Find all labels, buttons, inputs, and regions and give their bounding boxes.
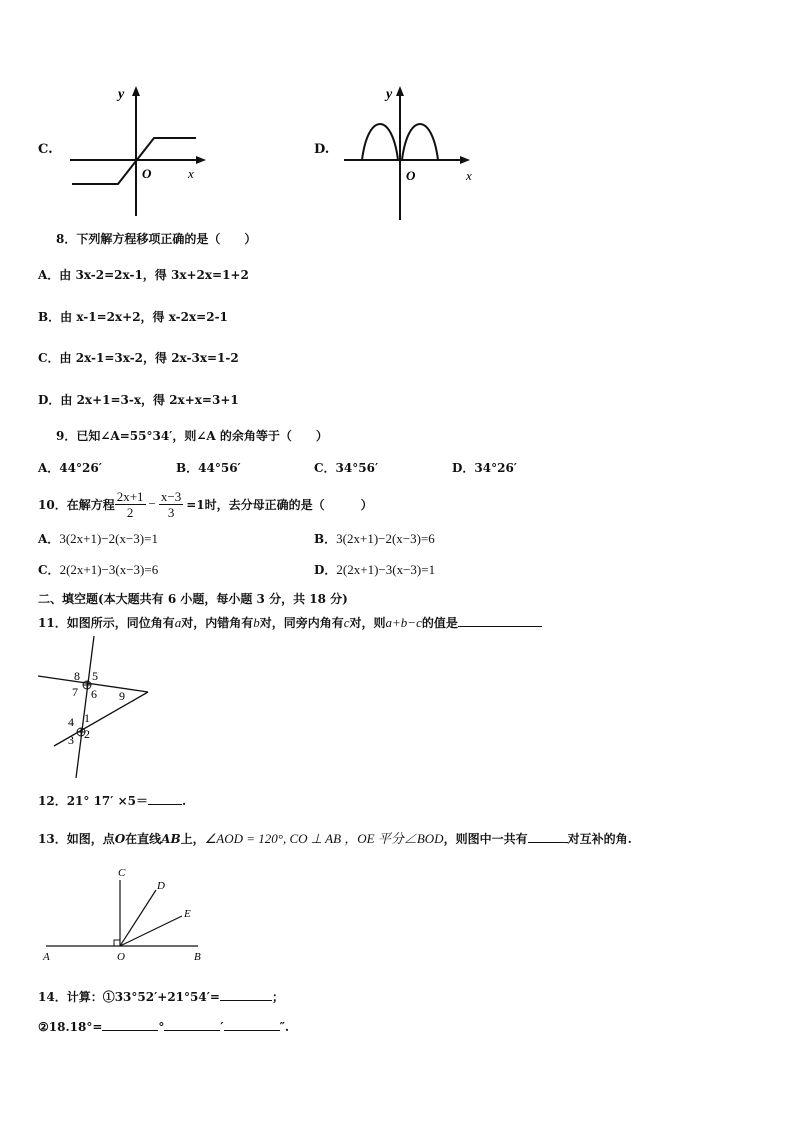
q10-d-label: D． bbox=[314, 563, 337, 577]
q9-option-c: C．34°56′ bbox=[314, 461, 379, 475]
q10-fraction-2 bbox=[159, 489, 183, 520]
q10-frac2-den: 3 bbox=[167, 504, 175, 520]
graph-d-y: y bbox=[386, 87, 393, 102]
option-d-label: D. bbox=[314, 142, 330, 157]
angle-label-8: 8 bbox=[74, 669, 80, 683]
q10-a-label: A． bbox=[38, 532, 60, 546]
q8-option-d: D．由 2x+1=3-x，得 2x+x=3+1 bbox=[38, 393, 239, 407]
q14-deg-symbol: ° bbox=[158, 1020, 165, 1034]
graph-d-o: O bbox=[406, 168, 416, 183]
fig13-a: A bbox=[43, 951, 50, 963]
section-2-title: 二、填空题(本大题共有 6 小题，每小题 3 分，共 18 分) bbox=[38, 592, 348, 606]
q10-d-expr: 2(2x+1)−3(x−3)=1 bbox=[336, 562, 436, 577]
q9-stem: 9．已知∠A=55°34′，则∠A 的余角等于（ ） bbox=[56, 429, 328, 443]
q14-answer-blank-sec[interactable] bbox=[224, 1018, 280, 1031]
q10-b-label: B． bbox=[314, 532, 337, 546]
q13-figure bbox=[36, 862, 216, 968]
angle-label-7: 7 bbox=[72, 685, 78, 699]
q10-frac1-num: 2x+1 bbox=[116, 488, 144, 504]
q11-stem-a: 11．如图所示，同位角有 bbox=[38, 616, 175, 630]
graph-c-y: y bbox=[118, 87, 125, 102]
graph-c bbox=[66, 82, 206, 222]
q10-c-expr: 2(2x+1)−3(x−3)=6 bbox=[59, 562, 159, 577]
q12-end: . bbox=[182, 794, 187, 808]
q14-answer-blank-1[interactable] bbox=[220, 988, 272, 1001]
q10-suffix: =1时，去分母正确的是（ ） bbox=[186, 497, 373, 512]
q9-option-d: D．34°26′ bbox=[452, 461, 517, 475]
q11-stem-b: 对，内错角有 bbox=[181, 616, 254, 630]
option-c-label: C. bbox=[38, 142, 53, 157]
q10-option-d bbox=[314, 561, 435, 578]
q8-option-a: A．由 3x-2=2x-1，得 3x+2x=1+2 bbox=[38, 268, 249, 282]
q13-mid2: 上， bbox=[180, 832, 205, 846]
q11-expr: a+b−c bbox=[385, 615, 422, 630]
q10-minus: − bbox=[148, 496, 156, 511]
q12-answer-blank[interactable] bbox=[148, 792, 182, 805]
q13-post: ，则图中一共有 bbox=[443, 832, 528, 846]
angle-label-5: 5 bbox=[92, 669, 98, 683]
angle-label-6: 6 bbox=[91, 687, 97, 701]
q13-pre: 13．如图，点 bbox=[38, 832, 115, 846]
q14-min-symbol: ′ bbox=[220, 1020, 224, 1034]
fig13-c: C bbox=[118, 867, 126, 879]
q9-option-a: A．44°26′ bbox=[38, 461, 102, 475]
q14-line1-end: ； bbox=[271, 990, 284, 1004]
q11-stem-c: 对，同旁内角有 bbox=[259, 616, 344, 630]
q14-line2 bbox=[38, 1018, 289, 1034]
q13-mid1: 在直线 bbox=[125, 832, 162, 846]
q14-line2-pre: ②18.18°= bbox=[38, 1020, 103, 1034]
q10-frac2-num: x−3 bbox=[160, 488, 182, 504]
q11-var-c: c bbox=[343, 615, 350, 630]
q12-stem bbox=[38, 792, 186, 809]
fig13-o: O bbox=[117, 951, 125, 963]
fig13-b: B bbox=[194, 951, 201, 963]
angle-label-3: 3 bbox=[68, 733, 74, 747]
q12-text: 12．21° 17′ ×5＝ bbox=[38, 794, 149, 808]
q8-stem: 8．下列解方程移项正确的是（ ） bbox=[56, 232, 257, 246]
q13-answer-blank[interactable] bbox=[528, 830, 568, 843]
q8-option-b: B．由 x-1=2x+2，得 x-2x=2-1 bbox=[38, 310, 228, 324]
q14-line1-text: 14．计算：①33°52′+21°54′= bbox=[38, 990, 220, 1004]
graph-c-x: x bbox=[188, 166, 194, 181]
q10-c-label: C． bbox=[38, 563, 60, 577]
angle-label-2: 2 bbox=[84, 727, 90, 741]
q10-prefix: 10．在解方程 bbox=[38, 497, 115, 512]
fig13-e: E bbox=[184, 908, 191, 920]
q11-answer-blank[interactable] bbox=[458, 614, 542, 627]
q11-stem bbox=[38, 614, 542, 631]
q9-option-b: B．44°56′ bbox=[176, 461, 241, 475]
q10-option-c bbox=[38, 561, 158, 578]
graph-d bbox=[342, 82, 478, 222]
q14-answer-blank-deg[interactable] bbox=[102, 1018, 158, 1031]
q10-option-a bbox=[38, 530, 158, 547]
q10-b-expr: 3(2x+1)−2(x−3)=6 bbox=[336, 531, 435, 546]
q11-var-b: b bbox=[253, 615, 260, 630]
q14-sec-symbol: ″. bbox=[279, 1020, 290, 1034]
angle-label-4: 4 bbox=[68, 715, 74, 729]
q10-a-expr: 3(2x+1)−2(x−3)=1 bbox=[59, 531, 158, 546]
angle-label-9: 9 bbox=[119, 689, 125, 703]
q13-line-ab: AB bbox=[161, 832, 181, 846]
graph-c-o: O bbox=[142, 166, 152, 181]
q14-answer-blank-min[interactable] bbox=[164, 1018, 220, 1031]
q10-frac1-den: 2 bbox=[126, 504, 134, 520]
q14-line1 bbox=[38, 988, 284, 1005]
q11-stem-e: 的值是 bbox=[421, 616, 458, 630]
graph-d-x: x bbox=[466, 168, 472, 183]
q13-condition: ∠AOD = 120°, CO ⊥ AB ，OE 平分∠BOD bbox=[204, 831, 444, 846]
q10-option-b bbox=[314, 530, 435, 547]
q13-point-o: O bbox=[114, 832, 126, 846]
q13-stem bbox=[38, 828, 632, 847]
q11-var-a: a bbox=[174, 615, 182, 630]
q11-figure bbox=[36, 636, 156, 782]
q10-fraction-1 bbox=[115, 489, 146, 520]
q11-stem-d: 对，则 bbox=[349, 616, 386, 630]
q13-end: 对互补的角. bbox=[567, 832, 632, 846]
angle-label-1: 1 bbox=[84, 711, 90, 725]
q10-stem bbox=[38, 484, 373, 524]
fig13-d: D bbox=[157, 880, 165, 892]
q8-option-c: C．由 2x-1=3x-2，得 2x-3x=1-2 bbox=[38, 351, 239, 365]
